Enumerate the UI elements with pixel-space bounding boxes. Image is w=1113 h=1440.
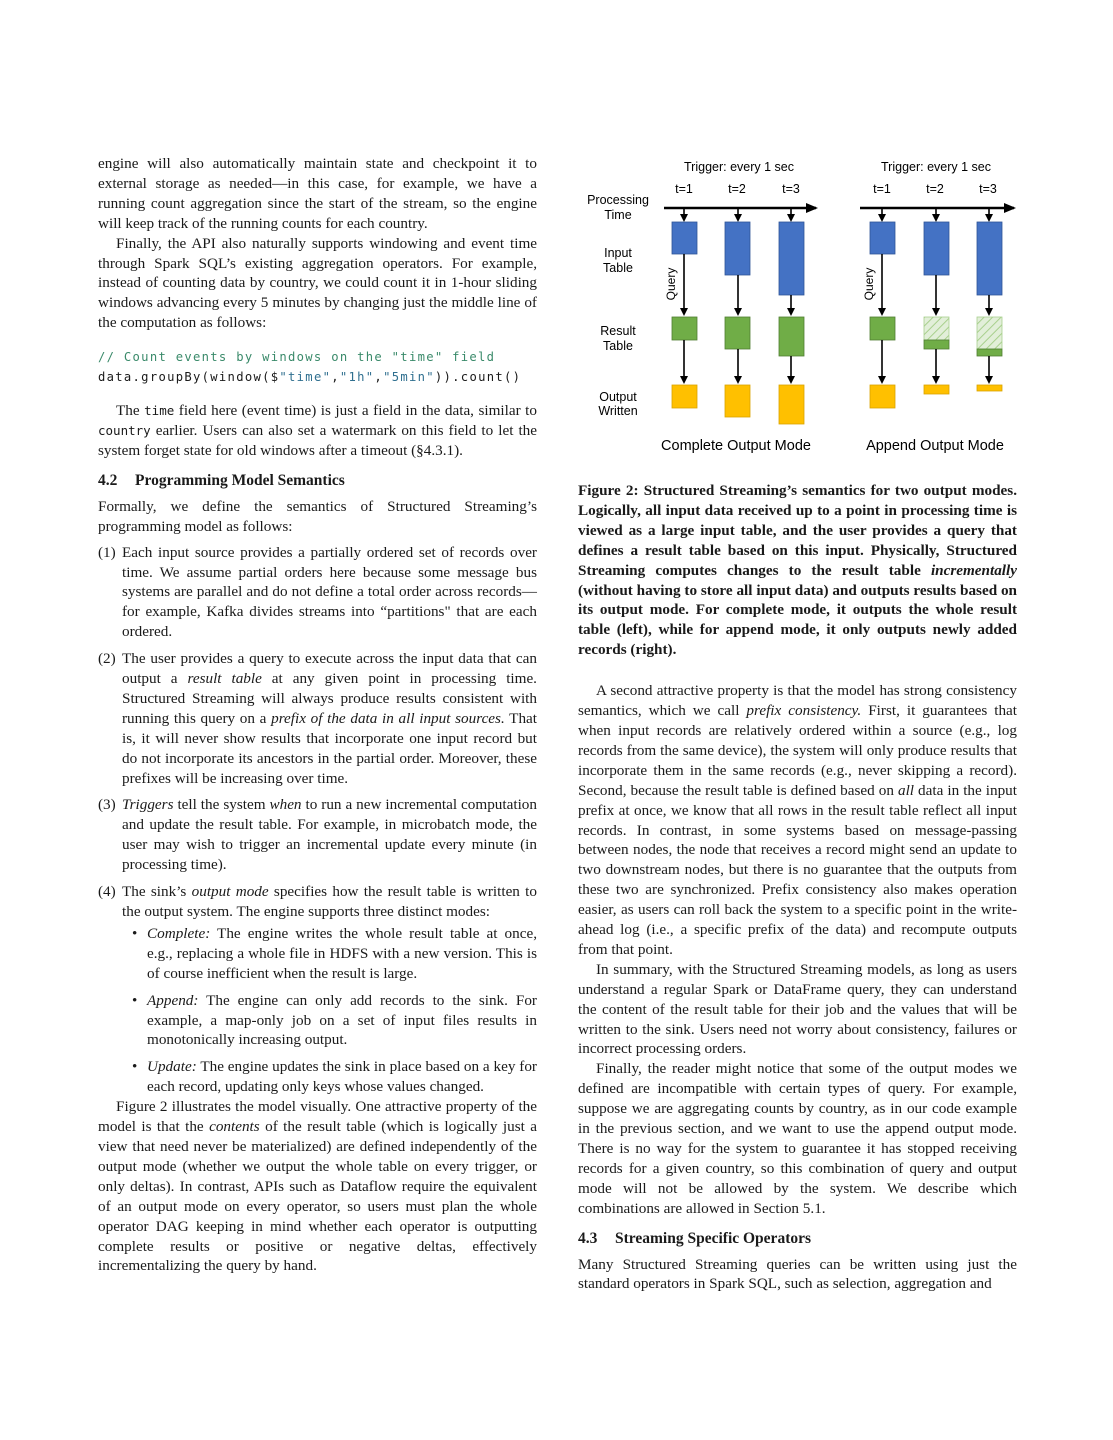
- paragraph: Finally, the reader might notice that some of the output modes we defined are incompatible with certain types of query. For example, suppose we are aggregating counts by country, as in our code example in the previous section, and we want to use the append output mode. There is no way for the system to guarantee it has stopped receiving records for a given country, so this combination of query and output mode will not be allowed by the system. We describe which combinations are allowed in Section 5.1.: [578, 1060, 1017, 1217]
- inline-code: country: [98, 423, 151, 439]
- query-label: Query: [664, 267, 678, 301]
- result-table-block: [672, 317, 697, 340]
- result-table-block: [779, 317, 804, 356]
- svg-text:t=1: t=1: [675, 182, 693, 196]
- input-table-block: [672, 222, 697, 254]
- row-label: Output: [599, 390, 637, 404]
- result-table-block: [870, 317, 895, 340]
- paragraph: A second attractive property is that the model has strong consistency semantics, which we call prefix consistency. First, it guarantees that when input records are relatively ordered within a source (e.g., log records from the same device), the system will only produce results that incorporate them in the same records (e.g., never skipping a record). Second, because the result table is defined based on all data in the input prefix at once, we know that all rows in the result table reflect all input records. In contrast, in some systems based on message-passing between nodes, the node that receives a record might send an update to two downstream nodes, but there is no guarantee that the outputs from these two are synchronized. Prefix consistency also makes operation easier, as users can roll back the system to a specific point in the write-ahead log (i.e., a specific prefix of the data) and recompute outputs from that point.: [578, 682, 1018, 958]
- bullet-item: • Complete: The engine writes the whole result table at once, e.g., replacing a whole file in HDFS with a new version. This is of course inefficient when the result is large.: [122, 924, 537, 984]
- paragraph: Formally, we define the semantics of Structured Streaming’s programming model as follows:: [98, 497, 537, 535]
- numbered-list: [98, 543, 537, 1098]
- panel-title: Complete Output Mode: [661, 438, 811, 454]
- bullet-item: • Append: The engine can only add records to the sink. For example, a map-only job on a set of input files results in monotonically increasing output.: [122, 991, 537, 1051]
- input-table-block: [725, 222, 750, 275]
- paragraph: Many Structured Streaming queries can be written using just the standard operators in Spark SQL, such as selection, aggregation and: [578, 1255, 1017, 1293]
- svg-text:t=3: t=3: [782, 182, 800, 196]
- output-block: [870, 385, 895, 408]
- input-table-block: [924, 222, 949, 275]
- svg-text:t=2: t=2: [926, 182, 944, 196]
- bullet-list: [122, 924, 537, 1097]
- result-table-old-rows: [977, 317, 1002, 349]
- query-label: Query: [862, 267, 876, 301]
- list-item: (1) Each input source provides a partially ordered set of records over time. We assume partial orders here because some message bus systems are parallel and do not define a total order across records—for example, Kafka divides streams into “partitions" that are each ordered.: [98, 543, 537, 641]
- left-column: [98, 154, 537, 1276]
- svg-text:Table: Table: [603, 261, 633, 275]
- result-table-new-rows: [924, 340, 949, 349]
- list-item: (3) Triggers tell the system when to run a new incremental computation and update the result table. For example, in microbatch mode, the user may wish to trigger an incremental update every minute (in processing time).: [98, 796, 537, 874]
- paragraph: engine will also automatically maintain state and checkpoint it to external storage as needed—in this case, for example, we have a running count aggregation since the start of the stream, so the engine will keep track of the running counts for each country.: [98, 155, 537, 232]
- svg-text:Written: Written: [598, 404, 638, 418]
- trigger-label: Trigger: every 1 sec: [684, 160, 794, 174]
- input-table-block: [870, 222, 895, 254]
- output-block: [672, 385, 697, 408]
- code-block: // Count events by windows on the "time" field data.groupBy(window($"time","1h","5min")).count(): [98, 350, 522, 385]
- figure-2: [578, 154, 1017, 469]
- list-item: (2) The user provides a query to execute across the input data that can output a result table at any given point in processing time. Structured Streaming will always produce results consistent with running this query on a prefix of the data in all input sources. That is, it will never show results that incorporate one input record but do not incorporate its ancestors in the partial order. Moreover, these prefixes will be increasing over time.: [98, 650, 537, 787]
- section-heading: 4.3 Streaming Specific Operators: [578, 1229, 812, 1247]
- svg-text:t=3: t=3: [979, 182, 997, 196]
- input-table-block: [779, 222, 804, 295]
- svg-text:t=1: t=1: [873, 182, 891, 196]
- output-block: [924, 385, 949, 394]
- figure-caption: Figure 2: Structured Streaming’s semantics for two output modes. Logically, all input data received up to a point in processing time is viewed as a large input table, and the user provides a query that defines a result table based on this input. Physically, Structured Streaming computes changes to the result table incrementally (without having to store all input data) and outputs results based on its output mode. For complete mode, it outputs the whole result table (left), while for append mode, it only outputs newly added records (right).: [578, 482, 1017, 659]
- svg-text:Time: Time: [604, 208, 632, 222]
- svg-text:t=2: t=2: [728, 182, 746, 196]
- bullet-item: • Update: The engine updates the sink in place based on a key for each record, updating only keys whose values changed.: [122, 1057, 537, 1097]
- output-block: [725, 385, 750, 417]
- trigger-label: Trigger: every 1 sec: [881, 160, 991, 174]
- svg-text:Table: Table: [603, 339, 633, 353]
- paragraph: In summary, with the Structured Streaming models, as long as users understand a regular Spark or DataFrame query, they can understand the content of the result table for their job and the values that will be written to the sink. Users need not worry about consistency, failures or incorrect processing orders.: [578, 960, 1017, 1058]
- paragraph: The time field here (event time) is just a field in the data, similar to country earlier. Users can also set a watermark on this field to let the system forget state for old windows after a timeout (§4.3.1).: [98, 402, 538, 459]
- streaming-modes-diagram: [578, 154, 1017, 469]
- result-table-new-rows: [977, 349, 1002, 356]
- section-heading: 4.2 Programming Model Semantics: [98, 471, 345, 489]
- right-column: [578, 154, 1017, 1294]
- output-block: [779, 385, 804, 424]
- result-table-old-rows: [924, 317, 949, 340]
- input-table-block: [977, 222, 1002, 295]
- paragraph: Figure 2 illustrates the model visually. One attractive property of the model is that the contents of the result table (which is logically just a view that need never be materialized) are defined independently of the output mode (whether we output the whole table on every trigger, or only deltas). In contrast, APIs such as Dataflow require the equivalent of an output mode on every operator, so users must plan the whole operator DAG keeping in mind whether each operator is outputting complete results or positive or negative deltas, effectively incrementalizing the query by hand.: [98, 1098, 538, 1275]
- panel-title: Append Output Mode: [866, 438, 1004, 454]
- code-comment: // Count events by windows on the "time" field: [98, 350, 496, 365]
- list-item: (4) The sink’s output mode specifies how the result table is written to the output system. The engine supports three distinct modes: • Complete: The engine writes the whole result table at once, e.g., replacing a whole file in HDFS with a new version. This is of course inefficient when the result is large. • Append: The engine can only add records to the sink. For example, a map-only job on a set of input files results in monotonically increasing output. • Update: The engine updates the sink in place based on a key for each record, updating only keys whose values changed.: [98, 882, 537, 1097]
- row-label: Input: [604, 246, 632, 260]
- inline-code: time: [144, 403, 175, 419]
- paragraph: Finally, the API also naturally supports windowing and event time through Spark SQL’s existing aggregation operators. For example, instead of counting data by country, we could count it in 1-hour sliding windows advancing every 5 minutes by changing just the middle line of the computation as follows:: [98, 234, 537, 332]
- output-block: [977, 385, 1002, 391]
- row-label: Processing: [587, 193, 649, 207]
- result-table-block: [725, 317, 750, 349]
- row-label: Result: [600, 324, 636, 338]
